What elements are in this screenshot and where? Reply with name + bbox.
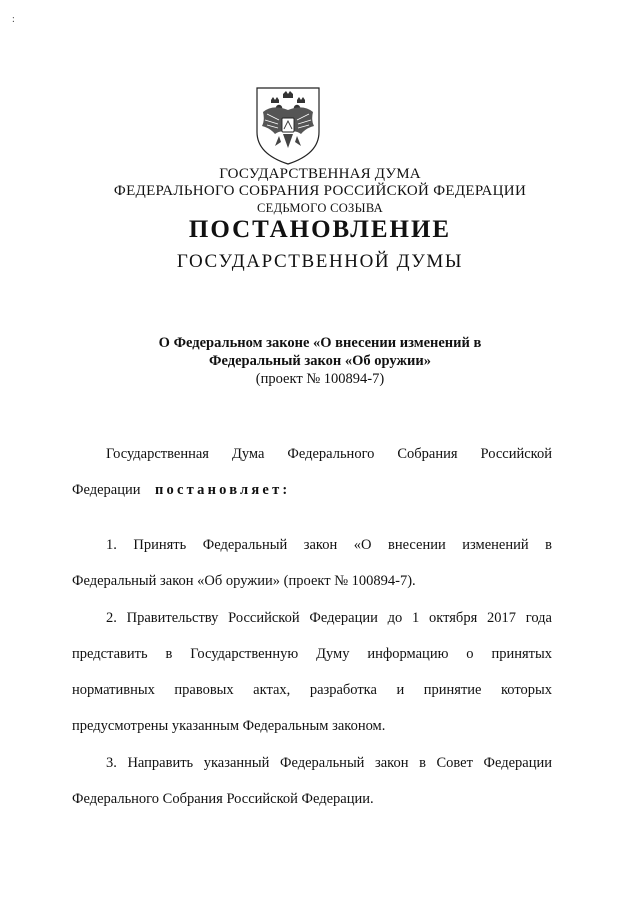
item-2-line: нормативных правовых актах, разработка и принятие которых: [72, 682, 552, 698]
header-institution: ГОСУДАРСТВЕННАЯ ДУМА: [219, 166, 421, 182]
resolution-title-line: Федеральный закон «Об оружии»: [209, 353, 431, 369]
resolves-word: постановляет:: [154, 482, 291, 498]
corner-mark: :: [12, 14, 15, 25]
item-3-line: Федерального Собрания Российской Федерации.: [72, 791, 374, 807]
project-number: (проект № 100894-7): [255, 371, 385, 387]
document-type: ПОСТАНОВЛЕНИЕ: [188, 216, 452, 243]
resolution-title-line: О Федеральном законе «О внесении изменений в: [158, 335, 482, 351]
document-issuer: ГОСУДАРСТВЕННОЙ ДУМЫ: [176, 251, 464, 272]
item-2-line: представить в Государственную Думу информацию о принятых: [72, 646, 552, 662]
item-1-line: Федеральный закон «Об оружии» (проект № 100894-7).: [72, 573, 416, 589]
russian-coat-of-arms-icon: [253, 86, 323, 166]
intro-prefix: Федерации: [72, 482, 141, 498]
item-2-line: 2. Правительству Российской Федерации до 1 октября 2017 года: [106, 610, 552, 626]
item-1-line: 1. Принять Федеральный закон «О внесении изменений в: [106, 537, 552, 553]
intro-line: [72, 482, 552, 499]
intro-line: Государственная Дума Федерального Собрания Российской: [106, 446, 552, 462]
item-2-line: предусмотрены указанным Федеральным законом.: [72, 718, 386, 734]
header-assembly: ФЕДЕРАЛЬНОГО СОБРАНИЯ РОССИЙСКОЙ ФЕДЕРАЦИИ: [113, 183, 527, 199]
item-3-line: 3. Направить указанный Федеральный закон в Совет Федерации: [106, 755, 552, 771]
header-convocation: СЕДЬМОГО СОЗЫВА: [257, 201, 383, 215]
